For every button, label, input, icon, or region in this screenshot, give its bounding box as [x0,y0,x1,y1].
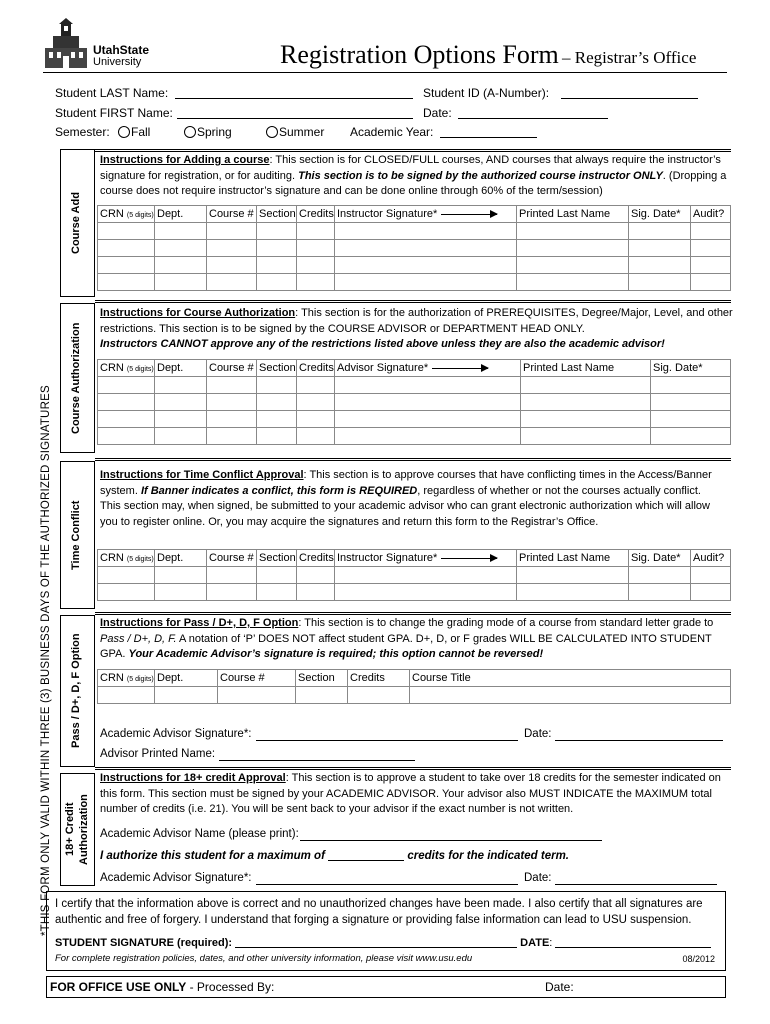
course-add-bold-text: This section is to be signed by the authorized course instructor ONLY [298,169,663,182]
pass-option-bold-text: Your Academic Advisor’s signature is required; this option cannot be reversed! [128,648,544,660]
table-row[interactable] [98,377,731,394]
col-section: Section [257,360,297,377]
col-printed-last-name: Printed Last Name [517,206,629,223]
max-credits-field[interactable] [328,860,404,861]
col-printed-last-name: Printed Last Name [521,360,651,377]
table-row[interactable] [98,584,731,601]
academic-year-label: Academic Year: [350,125,434,139]
pass-advisor-signature-label: Academic Advisor Signature*: [100,728,252,740]
course-add-text2: . (Dropping a course does not require instructor’s signature and can be done online through 60% of the term/session) [100,169,727,197]
col-audit: Audit? [691,550,731,567]
course-add-top-rule [95,149,731,152]
credit-auth-label-line2: Authorization [78,794,90,865]
processed-by-label: - Processed By: [189,980,275,994]
credit-auth-label-line1: 18+ Credit [64,802,76,857]
time-conflict-text1: : This section is to approve courses that have conflicting times in the Access/Banner system. [100,469,712,497]
credit-auth-top-rule [95,767,731,770]
col-sig-date: Sig. Date* [629,206,691,223]
office-date-label: Date: [545,980,574,994]
form-version-date: 08/2012 [682,954,715,964]
summer-label: Summer [279,125,325,139]
certify-date-field[interactable] [555,947,711,948]
col-dept: Dept. [155,670,218,687]
col-crn: CRN (5 digits) [98,550,155,567]
pass-date-label: Date: [524,728,552,740]
pass-option-instructions [100,616,730,663]
course-add-table[interactable] [97,205,731,291]
credit-auth-instructions [100,771,730,818]
pass-option-top-rule [95,612,731,615]
col-course-title: Course Title [410,670,731,687]
table-row[interactable] [98,257,731,274]
col-advisor-signature: Advisor Signature* [335,360,521,377]
semester-label: Semester: [55,125,110,139]
certify-date-label: DATE [520,937,550,949]
course-auth-instructions [100,306,735,353]
col-audit: Audit? [691,206,731,223]
col-course-number: Course # [207,360,257,377]
office-use-box [46,976,726,998]
col-credits: Credits [297,206,335,223]
old-main-tower-icon [43,18,89,70]
course-add-instructions [100,153,735,200]
pass-option-italic-text: Pass / D+, D, F. [100,632,177,645]
course-add-label: Course Add [70,192,82,254]
col-printed-last-name: Printed Last Name [517,550,629,567]
time-conflict-header-row [98,550,731,567]
col-instructor-signature: Instructor Signature* [335,206,517,223]
page-title [280,40,696,70]
table-row[interactable] [98,274,731,291]
certification-text: I certify that the information above is correct and no unauthorized changes have been made. I also certify that all signatures are authentic and free of forgery. I understand that forging a signature or providing false information can lead to USU suspension. [55,898,703,926]
form-title: Registration Options Form [280,40,559,69]
date-field[interactable] [458,118,608,119]
fall-option[interactable] [118,125,150,139]
col-section: Section [257,550,297,567]
col-credits: Credits [348,670,410,687]
credit-advisor-name-field[interactable] [300,840,602,841]
course-add-text1: : This section is for CLOSED/FULL courses, AND courses that always require the instructor’s signature for registration, or for auditing. [100,154,721,182]
footer-note: For complete registration policies, dates, and other university information, please visit www.usu.edu [55,953,473,964]
pass-option-text1: : This section is to change the grading mode of a course from standard letter grade to [298,617,714,629]
arrow-right-icon [432,368,488,369]
course-add-heading: Instructions for Adding a course [100,154,270,166]
arrow-right-icon [441,558,497,559]
date-label: Date: [423,106,452,120]
pass-option-text2: A notation of ‘P’ DOES NOT affect student GPA. D+, D, or F grades WILL BE CALCULATED INTO STUDENT GPA. [100,632,712,660]
time-conflict-heading: Instructions for Time Conflict Approval [100,469,304,481]
table-row[interactable] [98,240,731,257]
col-crn: CRN (5 digits) [98,670,155,687]
time-conflict-bold-text: If Banner indicates a conflict, this form is REQUIRED [140,484,418,497]
col-sig-date: Sig. Date* [629,550,691,567]
spring-radio[interactable] [184,126,196,138]
office-use-label: FOR OFFICE USE ONLY [50,980,187,994]
student-id-label: Student ID (A-Number): [423,86,550,100]
last-name-label: Student LAST Name: [55,86,169,100]
spring-label: Spring [197,125,232,139]
table-row[interactable] [98,411,731,428]
office-use-row [50,980,274,994]
first-name-label: Student FIRST Name: [55,106,173,120]
spring-option[interactable] [184,125,232,139]
col-course-number: Course # [207,206,257,223]
course-add-header-row [98,206,731,223]
pass-option-table[interactable] [97,669,731,704]
col-dept: Dept. [155,206,207,223]
credit-date-field[interactable] [555,884,717,885]
time-conflict-instructions [100,468,720,530]
header-rule [43,72,727,73]
course-auth-label: Course Authorization [70,322,82,434]
course-auth-header-row [98,360,731,377]
table-row[interactable] [98,223,731,240]
credit-authorize-b: credits for the indicated term. [407,850,570,862]
col-instructor-signature: Instructor Signature* [335,550,517,567]
advisor-printed-name-field[interactable] [219,760,415,761]
credit-auth-heading: Instructions for 18+ credit Approval [100,772,286,784]
col-dept: Dept. [155,360,207,377]
col-crn: CRN (5 digits) [98,206,155,223]
col-credits: Credits [297,550,335,567]
advisor-printed-name-label: Advisor Printed Name: [100,748,216,760]
course-auth-text1: : This section is for the authorization of PREREQUISITES, Degree/Major, Level, and other restrictions. This section is to be signed by the COURSE ADVISOR or DEPARTMENT HEAD ONLY. [100,307,733,335]
credit-authorize-statement [100,850,569,862]
col-course-number: Course # [207,550,257,567]
fall-radio[interactable] [118,126,130,138]
col-sig-date: Sig. Date* [651,360,731,377]
table-row[interactable] [98,687,731,704]
pass-option-label: Pass / D+, D, F Option [70,633,82,749]
time-conflict-text2: , regardless of whether or not the courses actually conflict. This section may, when signed, be submitted to your academic advisor who can grant electronic authorization which will allow you to register online. Or, you may acquire the signatures and return this form to the Registrar’s Office. [100,484,710,528]
pass-option-header-row [98,670,731,687]
last-name-field[interactable] [175,98,413,99]
certification-box [46,891,726,971]
table-row[interactable] [98,428,731,445]
time-conflict-table[interactable] [97,549,731,601]
summer-radio[interactable] [266,126,278,138]
table-row[interactable] [98,567,731,584]
col-dept: Dept. [155,550,207,567]
time-conflict-top-rule [95,458,731,461]
student-signature-label: STUDENT SIGNATURE (required): [55,937,233,949]
student-id-field[interactable] [561,98,698,99]
credit-advisor-signature-field[interactable] [256,884,518,885]
col-credits: Credits [297,360,335,377]
summer-option[interactable] [266,125,324,139]
logo-line1: UtahState [93,43,150,57]
usu-logo [43,18,173,70]
student-signature-row: STUDENT SIGNATURE (required): DATE: [55,937,711,949]
time-conflict-label: Time Conflict [70,500,82,570]
course-auth-table[interactable] [97,359,731,445]
academic-year-field[interactable] [440,137,537,138]
first-name-field[interactable] [177,118,413,119]
col-section: Section [296,670,348,687]
form-subtitle: – Registrar’s Office [561,48,697,67]
course-auth-heading: Instructions for Course Authorization [100,307,296,319]
student-signature-field[interactable] [235,947,517,948]
pass-option-heading: Instructions for Pass / D+, D, F Option [100,617,299,629]
credit-advisor-signature-label: Academic Advisor Signature*: [100,872,252,884]
credit-authorize-a: I authorize this student for a maximum of [100,850,325,862]
pass-date-field[interactable] [555,740,723,741]
arrow-right-icon [441,214,497,215]
credit-advisor-name-label: Academic Advisor Name (please print): [100,828,299,840]
col-crn: CRN (5 digits) [98,360,155,377]
validity-note: *THIS FORM ONLY VALID WITHIN THREE (3) BUSINESS DAYS OF THE AUTHORIZED SIGNATURES [40,385,52,936]
fall-label: Fall [131,125,151,139]
course-auth-top-rule [95,300,731,303]
table-row[interactable] [98,394,731,411]
credit-date-label: Date: [524,872,552,884]
credit-auth-text1: : This section is to approve a student to take over 18 credits for the semester indicated on this form. This section must be signed by your ACADEMIC ADVISOR. Your advisor also MUST INDICATE the MAXIMUM total number of credits (i.e. 21). You will be sent back to your advisor if the exact number is not written. [100,772,721,815]
course-auth-bold-text: Instructors CANNOT approve any of the restrictions listed above unless they are also the academic advisor! [100,338,665,350]
logo-line2: University [93,56,142,68]
col-course-number: Course # [218,670,296,687]
pass-advisor-signature-field[interactable] [256,740,518,741]
col-section: Section [257,206,297,223]
